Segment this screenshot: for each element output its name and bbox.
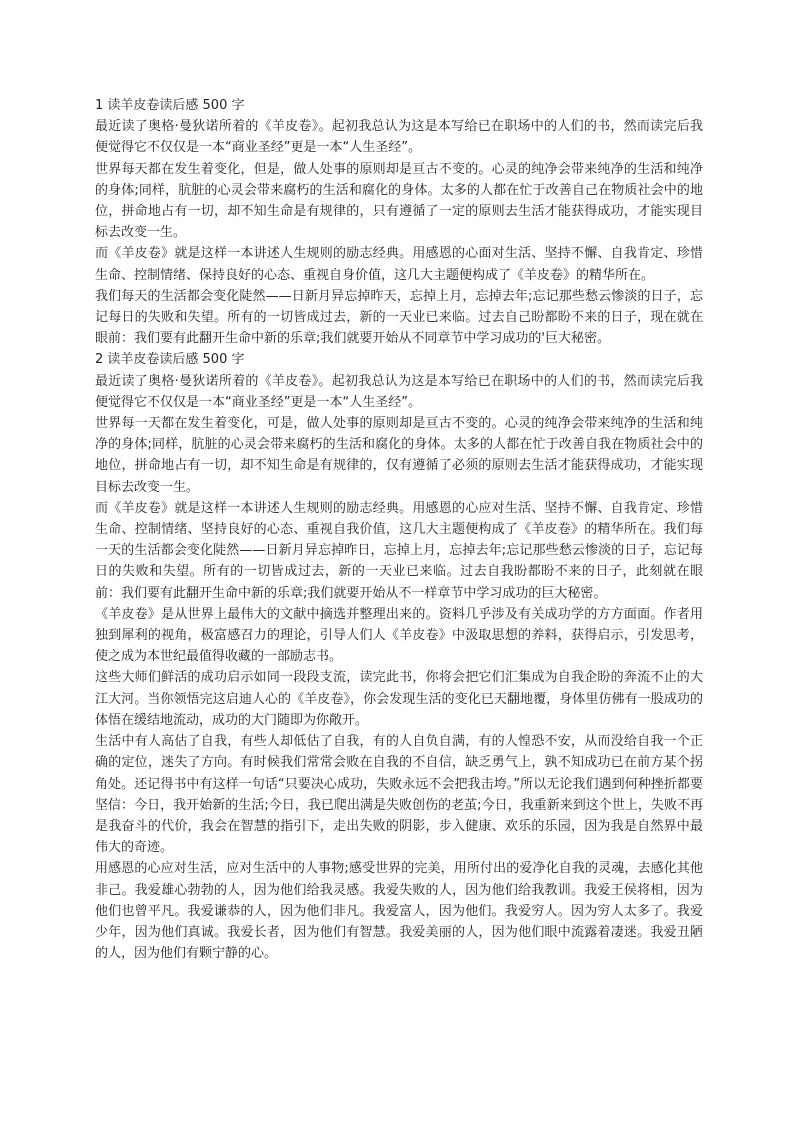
section-2-paragraph-2: 世界每一天都在发生着变化，可是，做人处事的原则却是亘古不变的。心灵的纯净会带来纯净的生活和纯净的身体;同样，肮脏的心灵会带来腐朽的生活和腐化的身体。太多的人都在忙于改善自我在物质社会中的地位，拼命地占有一切，却不知生命是有规律的，仅有遵循了必须的原则去生活才能获得成功，才能实现目标去改变一生。 — [95, 416, 703, 495]
section-2-paragraph-7: 用感恩的心应对生活，应对生活中的人事物;感受世界的完美，用所付出的爱净化自我的灵魂，去感化其他非己。我爱雄心勃勃的人，因为他们给我灵感。我爱失败的人，因为他们给我教训。我爱王侯将相，因为他们也曾平凡。我爱谦恭的人，因为他们非凡。我爱富人，因为他们。我爱穷人。因为穷人太多了。我爱少年，因为他们真诚。我爱长者，因为他们有智慧。我爱美丽的人，因为他们眼中流露着凄迷。我爱丑陋的人，因为他们有颗宁静的心。 — [95, 861, 703, 962]
section-2-heading: 2 读羊皮卷读后感 500 字 — [95, 352, 245, 368]
section-2-paragraph-1: 最近读了奥格·曼狄诺所着的《羊皮卷》。起初我总认为这是本写给已在职场中的人们的书，然而读完后我便觉得它不仅仅是一本“商业圣经”更是一本“人生圣经”。 — [95, 373, 703, 410]
section-1-paragraph-1: 最近读了奥格·曼狄诺所着的《羊皮卷》。起初我总认为这是本写给已在职场中的人们的书，然而读完后我便觉得它不仅仅是一本“商业圣经”更是一本“人生圣经”。 — [95, 119, 703, 156]
section-2-paragraph-5: 这些大师们鲜活的成功启示如同一段段支流，读完此书，你将会把它们汇集成为自我企盼的奔流不止的大江大河。当你领悟完这启迪人心的《羊皮卷》，你会发现生活的变化已天翻地覆，身体里仿佛有一股成功的体悟在缓结地流动，成功的大门随即为你敞开。 — [95, 670, 703, 728]
document-page — [95, 95, 703, 964]
section-1-paragraph-3: 而《羊皮卷》就是这样一本讲述人生规则的励志经典。用感恩的心面对生活、坚持不懈、自我肯定、珍惜生命、控制情绪、保持良好的心态、重视自身价值，这几大主题便构成了《羊皮卷》的精华所在。 — [95, 246, 703, 283]
section-2-paragraph-4: 《羊皮卷》是从世界上最伟大的文献中摘选并整理出来的。资料几乎涉及有关成功学的方方面面。作者用独到犀利的视角，极富感召力的理论，引导人们人《羊皮卷》中汲取思想的养料，获得启示，引发思考，使之成为本世纪最值得收藏的一部励志书。 — [95, 606, 703, 665]
section-1-paragraph-2: 世界每天都在发生着变化，但是，做人处事的原则却是亘古不变的。心灵的纯净会带来纯净的生活和纯净的身体;同样，肮脏的心灵会带来腐朽的生活和腐化的身体。太多的人都在忙于改善自己在物质社会中的地位，拼命地占有一切，却不知生命是有规律的，只有遵循了一定的原则去生活才能获得成功，才能实现目标去改变一生。 — [95, 161, 703, 241]
section-1-heading: 1 读羊皮卷读后感 500 字 — [95, 98, 245, 113]
section-1-paragraph-4: 我们每天的生活都会变化陡然——日新月异忘掉昨天，忘掉上月，忘掉去年;忘记那些愁云惨淡的日子，忘记每日的失败和失望。所有的一切皆成过去，新的一天业已来临。过去自己盼都盼不来的日子，现在就在眼前：我们要有此翻开生命中新的乐章;我们就要开始从不同章节中学习成功的'巨大秘密。 — [95, 288, 703, 347]
section-2-paragraph-3: 而《羊皮卷》就是这样一本讲述人生规则的励志经典。用感恩的心应对生活、坚持不懈、自我肯定、珍惜生命、控制情绪、坚持良好的心态、重视自我价值，这几大主题便构成了《羊皮卷》的精华所在。我们每一天的生活都会变化陡然——日新月异忘掉昨日，忘掉上月，忘掉去年;忘记那些愁云惨淡的日子，忘记每日的失败和失望。所有的一切皆成过去，新的一天业已来临。过去自我盼都盼不来的日子，此刻就在眼前：我们要有此翻开生命中新的乐章;我们就要开始从不一样章节中学习成功的巨大秘密。 — [95, 500, 703, 601]
section-2-paragraph-6: 生活中有人高估了自我，有些人却低估了自我，有的人自负自满，有的人惶恐不安，从而没给自我一个正确的定位，迷失了方向。有时候我们常常会败在自我的不自信，缺乏勇气上，孰不知成功已在前方某个拐角处。还记得书中有这样一句话“只要决心成功，失败永远不会把我击垮。”所以无论我们遇到何种挫折都要坚信：今日，我开始新的生活;今日，我已爬出满是失败创伤的老茧;今日，我重新来到这个世上，失败不再是我奋斗的代价，我会在智慧的指引下，走出失败的阴影，步入健康、欢乐的乐园，因为我是自然界中最伟大的奇迹。 — [95, 734, 703, 856]
